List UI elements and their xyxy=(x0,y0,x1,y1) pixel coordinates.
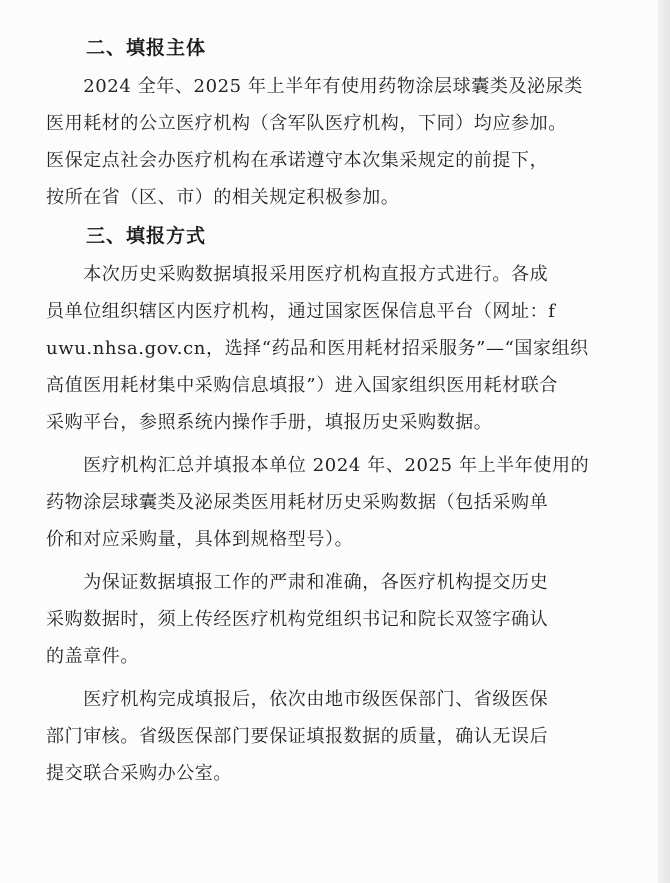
paragraph-line: 本次历史采购数据填报采用医疗机构直报方式进行。各成 xyxy=(46,264,549,285)
paragraph-line: 提交联合采购办公室。 xyxy=(46,763,232,784)
paragraph-line: 医疗机构汇总并填报本单位 2024 年、2025 年上半年使用的 xyxy=(46,455,590,476)
paragraph-line: 药物涂层球囊类及泌尿类医用耗材历史采购数据（包括采购单 xyxy=(46,492,549,513)
document-body xyxy=(46,28,606,792)
paragraph-line: 按所在省（区、市）的相关规定积极参加。 xyxy=(46,187,400,208)
paragraph-line: 价和对应采购量，具体到规格型号）。 xyxy=(46,529,354,550)
paragraph-line: 部门审核。省级医保部门要保证填报数据的质量，确认无误后 xyxy=(46,726,549,747)
paragraph-line: 医保定点社会办医疗机构在承诺遵守本次集采规定的前提下， xyxy=(46,150,549,171)
paragraph-line: 采购数据时，须上传经医疗机构党组织书记和院长双签字确认 xyxy=(46,609,549,630)
section-heading-2: 二、填报主体 xyxy=(86,37,207,59)
paragraph-reporting-method xyxy=(46,256,606,441)
paragraph-signature-requirement xyxy=(46,564,606,675)
paragraph-line: 2024 全年、2025 年上半年有使用药物涂层球囊类及泌尿类 xyxy=(46,76,583,97)
section-heading-3: 三、填报方式 xyxy=(86,225,207,247)
paragraph-line: 员单位组织辖区内医疗机构，通过国家医保信息平台（网址：f xyxy=(46,301,556,322)
paragraph-line: uwu.nhsa.gov.cn，选择“药品和医用耗材招采服务”—“国家组织 xyxy=(46,338,589,359)
paragraph-line: 医用耗材的公立医疗机构（含军队医疗机构，下同）均应参加。 xyxy=(46,113,567,134)
paragraph-review-process xyxy=(46,681,606,792)
paragraph-line: 采购平台，参照系统内操作手册，填报历史采购数据。 xyxy=(46,412,493,433)
paragraph-participants xyxy=(46,68,606,216)
paragraph-line: 为保证数据填报工作的严肃和准确，各医疗机构提交历史 xyxy=(46,572,549,593)
paragraph-summary-data xyxy=(46,447,606,558)
paragraph-line: 的盖章件。 xyxy=(46,646,139,667)
paragraph-line: 医疗机构完成填报后，依次由地市级医保部门、省级医保 xyxy=(46,689,549,710)
page-edge-strip xyxy=(658,0,670,883)
paragraph-line: 高值医用耗材集中采购信息填报”）进入国家组织医用耗材联合 xyxy=(46,375,558,396)
